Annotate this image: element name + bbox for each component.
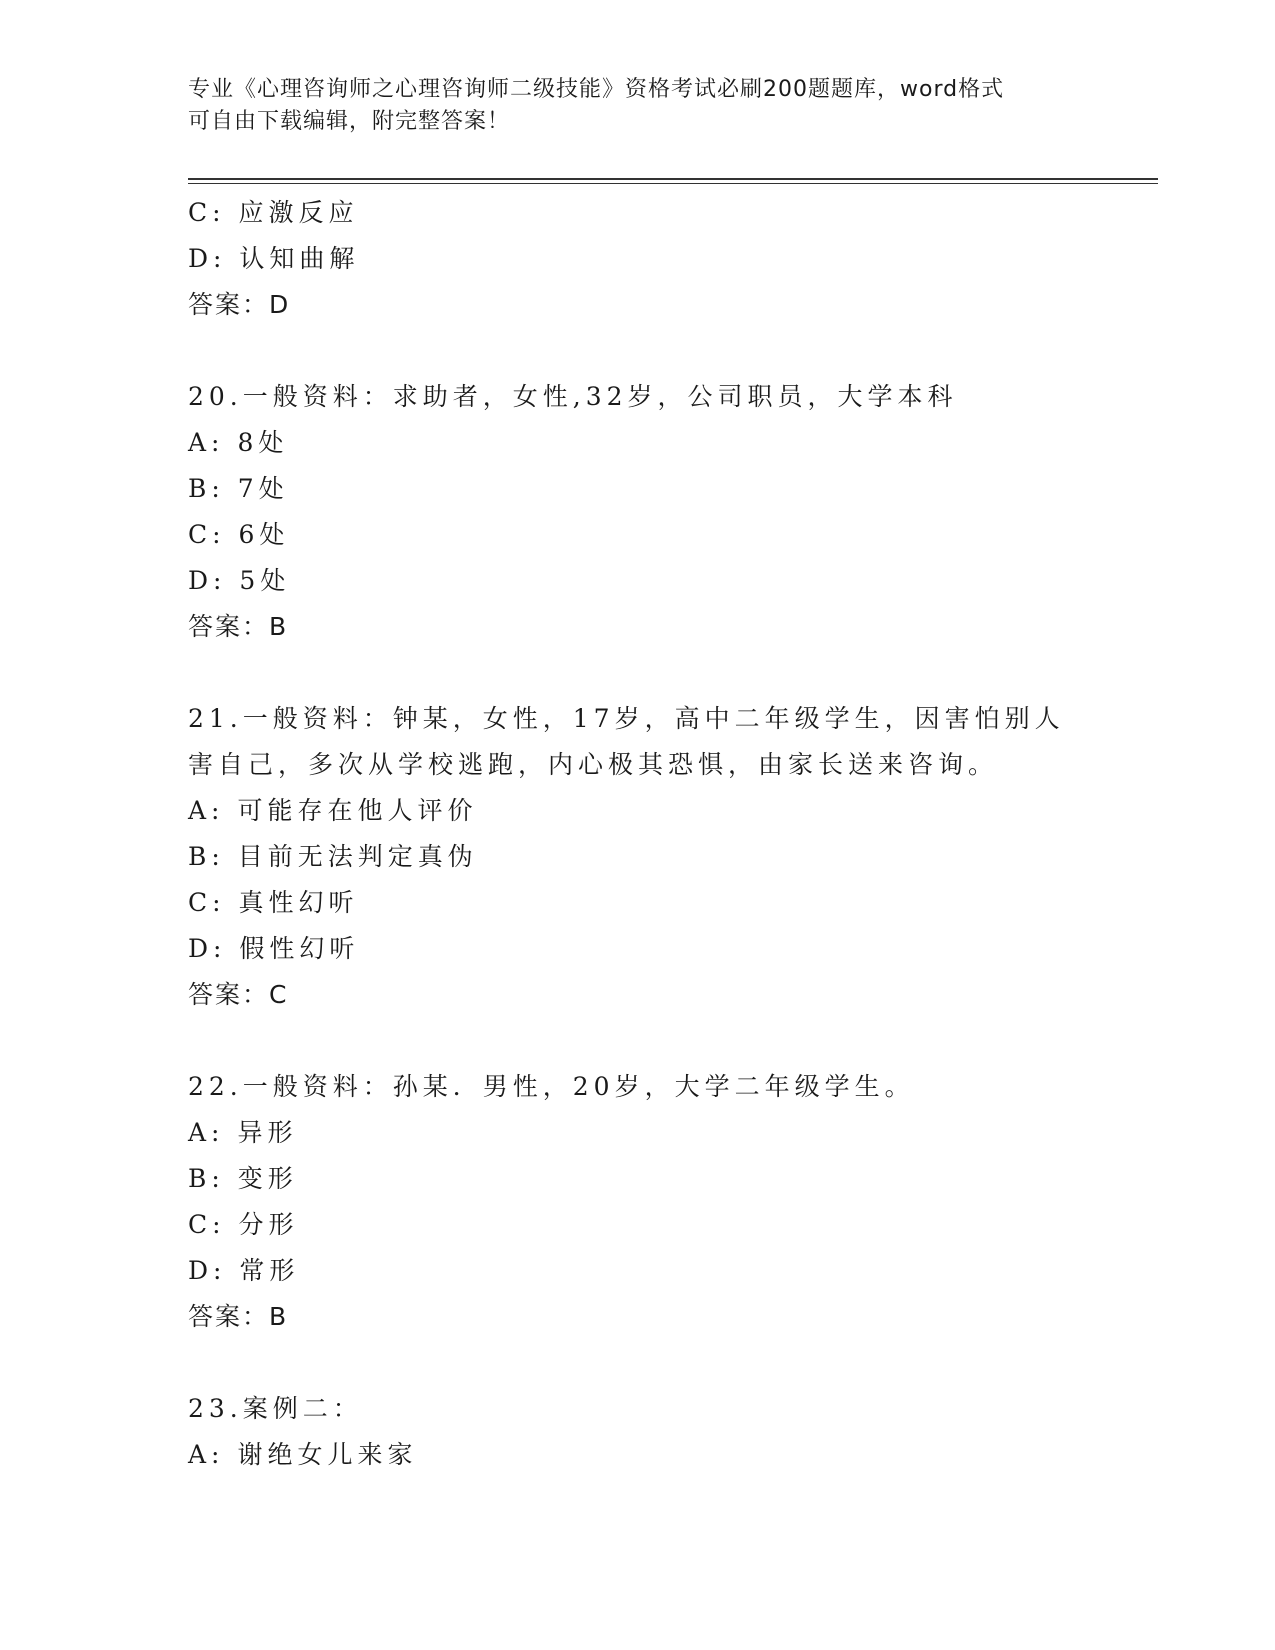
option-b [188, 466, 1088, 512]
option-text: 8处 [237, 428, 289, 457]
option-c [188, 512, 1088, 558]
option-letter: D: [188, 934, 227, 963]
option-text: 可能存在他人评价 [237, 796, 478, 825]
answer-line: 答案：B [188, 612, 289, 641]
header-title-line-1: 专业《心理咨询师之心理咨询师二级技能》资格考试必刷200题题库，word格式 [188, 77, 1005, 102]
question-stem: 20.一般资料：求助者，女性,32岁，公司职员，大学本科 [188, 382, 958, 411]
option-text: 常形 [239, 1256, 300, 1285]
option-letter: A: [188, 796, 225, 825]
answer-line: 答案：B [188, 1302, 289, 1331]
option-letter: C: [188, 1210, 226, 1239]
option-b [188, 1156, 1088, 1202]
option-letter: D: [188, 244, 227, 273]
option-text: 谢绝女儿来家 [237, 1440, 418, 1469]
question-stem: 21.一般资料：钟某，女性，17岁，高中二年级学生，因害怕别人害自己，多次从学校逃跑，内心极其恐惧，由家长送来咨询。 [188, 704, 1065, 779]
document-header [188, 74, 1088, 138]
option-letter: B: [188, 474, 225, 503]
option-c [188, 880, 1088, 926]
option-text: 7处 [237, 474, 289, 503]
option-c [188, 1202, 1088, 1248]
option-letter: C: [188, 888, 226, 917]
option-letter: A: [188, 428, 225, 457]
option-text: 应激反应 [238, 198, 359, 227]
option-a [188, 1110, 1088, 1156]
option-a [188, 420, 1088, 466]
option-letter: A: [188, 1440, 225, 1469]
question-stem: 23.案例二： [188, 1394, 363, 1423]
question-23 [188, 1386, 1088, 1478]
option-text: 真性幻听 [238, 888, 359, 917]
header-divider-thin [188, 183, 1158, 184]
option-a [188, 1432, 1088, 1478]
question-content [188, 190, 1088, 1478]
option-text: 认知曲解 [239, 244, 360, 273]
option-text: 异形 [237, 1118, 298, 1147]
option-letter: D: [188, 566, 227, 595]
option-d [188, 926, 1088, 972]
question-21 [188, 696, 1088, 1018]
option-d [188, 558, 1088, 604]
option-c [188, 190, 1088, 236]
question-19-continued [188, 190, 1088, 328]
question-20 [188, 374, 1088, 650]
option-letter: C: [188, 520, 226, 549]
option-text: 分形 [238, 1210, 299, 1239]
question-stem: 22.一般资料：孙某．男性，20岁，大学二年级学生。 [188, 1072, 915, 1101]
answer-line: 答案：D [188, 290, 291, 319]
option-b [188, 834, 1088, 880]
option-text: 假性幻听 [239, 934, 360, 963]
option-text: 6处 [238, 520, 290, 549]
option-text: 5处 [239, 566, 291, 595]
option-a [188, 788, 1088, 834]
option-letter: C: [188, 198, 226, 227]
option-letter: B: [188, 842, 225, 871]
option-text: 目前无法判定真伪 [237, 842, 478, 871]
answer-line: 答案：C [188, 980, 289, 1009]
header-title-line-2: 可自由下载编辑，附完整答案！ [188, 109, 511, 134]
option-d [188, 236, 1088, 282]
option-letter: A: [188, 1118, 225, 1147]
option-letter: D: [188, 1256, 227, 1285]
option-text: 变形 [237, 1164, 298, 1193]
option-letter: B: [188, 1164, 225, 1193]
question-22 [188, 1064, 1088, 1340]
option-d [188, 1248, 1088, 1294]
header-divider-thick [188, 178, 1158, 180]
